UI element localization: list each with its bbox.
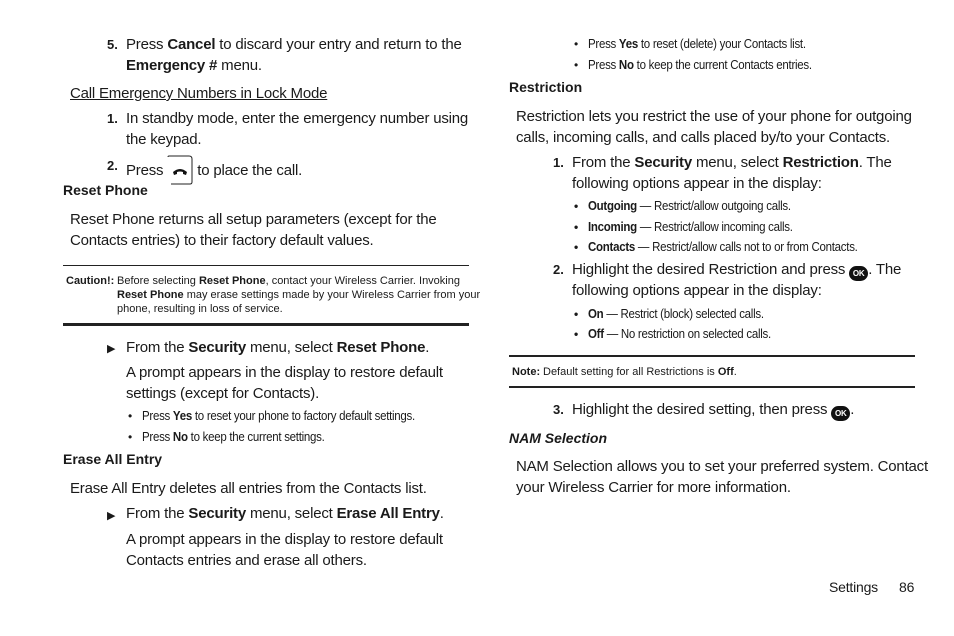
step-text: following options appear in the display: xyxy=(572,175,822,192)
step-number: 1. xyxy=(107,111,118,126)
ok-key-icon: OK xyxy=(849,266,868,281)
section-heading: Reset Phone xyxy=(63,182,148,198)
paragraph: calls, incoming calls, and calls placed by/to your Contacts. xyxy=(516,129,891,146)
step-text: Press to place the call. xyxy=(126,155,302,185)
bullet-text: Incoming — Restrict/allow incoming calls. xyxy=(588,220,793,234)
paragraph: Erase All Entry deletes all entries from the Contacts list. xyxy=(70,480,427,497)
arrow-bullet-icon: ▶ xyxy=(107,510,116,522)
divider xyxy=(509,386,915,388)
caution-text: Before selecting Reset Phone, contact your Wireless Carrier. Invoking xyxy=(117,275,460,287)
step-text: From the Security menu, select Restriction. The xyxy=(572,154,892,171)
step-text: following options appear in the display: xyxy=(572,282,822,299)
divider xyxy=(63,323,469,326)
divider xyxy=(63,265,469,266)
paragraph: Restriction lets you restrict the use of your phone for outgoing xyxy=(516,108,912,125)
ok-key-icon: OK xyxy=(831,406,850,421)
section-heading: Erase All Entry xyxy=(63,451,163,467)
step-text: From the Security menu, select Erase All Entry. xyxy=(126,505,444,522)
bullet: • xyxy=(574,327,579,341)
step-number: 3. xyxy=(553,402,564,417)
step-text: Emergency # menu. xyxy=(126,57,262,74)
paragraph: NAM Selection allows you to set your preferred system. Contact xyxy=(516,458,928,475)
bullet-text: On — Restrict (block) selected calls. xyxy=(588,307,764,321)
paragraph: your Wireless Carrier for more information. xyxy=(516,479,791,496)
divider xyxy=(509,355,915,357)
paragraph: Contacts entries) to their factory default values. xyxy=(70,232,374,249)
bullet-text: Press No to keep the current Contacts entries. xyxy=(588,58,812,72)
bullet-text: Outgoing — Restrict/allow outgoing calls. xyxy=(588,199,791,213)
note-text: Default setting for all Restrictions is Off. xyxy=(543,366,737,378)
step-text: the keypad. xyxy=(126,131,202,148)
caution-text: Reset Phone may erase settings made by your Wireless Carrier from your xyxy=(117,289,481,301)
step-number: 2. xyxy=(553,262,564,277)
paragraph: Contacts entries and erase all others. xyxy=(126,552,367,569)
bullet: • xyxy=(128,430,133,444)
section-heading: NAM Selection xyxy=(509,430,608,446)
bullet-text: Press Yes to reset (delete) your Contacts list. xyxy=(588,37,806,51)
note-label: Note: xyxy=(512,366,541,378)
bullet-text: Press No to keep the current settings. xyxy=(142,430,325,444)
bullet-text: Press Yes to reset your phone to factory default settings. xyxy=(142,409,415,423)
arrow-bullet-icon: ▶ xyxy=(107,343,116,355)
step-text: From the Security menu, select Reset Phone. xyxy=(126,339,430,356)
paragraph: settings (except for Contacts). xyxy=(126,385,320,402)
paragraph: A prompt appears in the display to restore default xyxy=(126,531,443,548)
step-text: In standby mode, enter the emergency number using xyxy=(126,110,469,127)
paragraph: A prompt appears in the display to restore default xyxy=(126,364,443,381)
step-text: Press Cancel to discard your entry and return to the xyxy=(126,36,462,53)
caution-label: Caution!: xyxy=(66,275,115,287)
bullet-text: Contacts — Restrict/allow calls not to or from Contacts. xyxy=(588,240,858,254)
page-number: 86 xyxy=(899,579,915,595)
bullet: • xyxy=(574,220,579,234)
bullet: • xyxy=(574,37,579,51)
bullet: • xyxy=(574,307,579,321)
bullet: • xyxy=(574,199,579,213)
step-text: Highlight the desired Restriction and press OK . The xyxy=(572,259,901,281)
bullet: • xyxy=(128,409,133,423)
step-number: 2. xyxy=(107,158,118,173)
caution-text: phone, resulting in loss of service. xyxy=(117,303,283,315)
section-heading: Restriction xyxy=(509,79,583,95)
footer-section: Settings xyxy=(829,579,878,595)
step-number: 5. xyxy=(107,37,118,52)
section-heading: Call Emergency Numbers in Lock Mode xyxy=(70,85,328,102)
bullet: • xyxy=(574,58,579,72)
step-number: 1. xyxy=(553,155,564,170)
paragraph: Reset Phone returns all setup parameters (except for the xyxy=(70,211,437,228)
bullet-text: Off — No restriction on selected calls. xyxy=(588,327,771,341)
step-text: Highlight the desired setting, then press OK . xyxy=(572,399,854,421)
bullet: • xyxy=(574,240,579,254)
send-key-icon xyxy=(167,155,193,185)
